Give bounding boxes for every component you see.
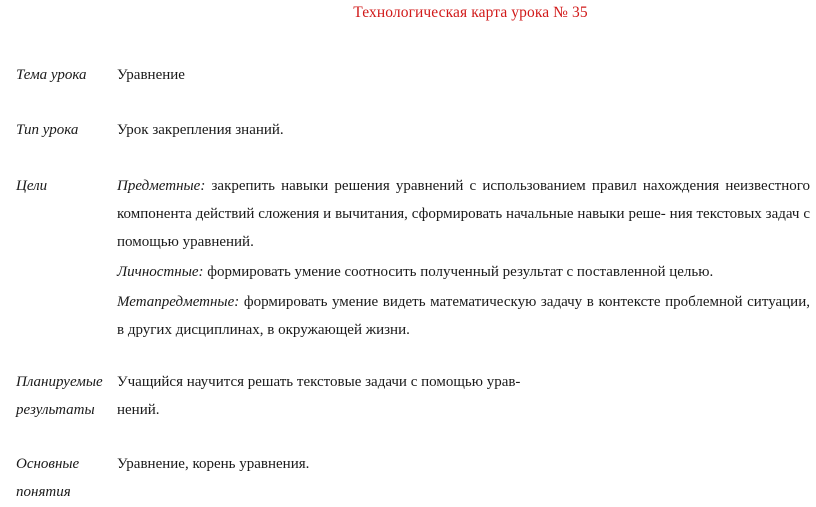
key-concepts-label	[16, 450, 116, 506]
key-concepts-value: Уравнение, корень уравнения.	[117, 456, 310, 472]
planned-results-value-line1: Учащийся научится решать текстовые задачи с помощью урав-	[117, 374, 521, 390]
planned-results-value	[117, 368, 810, 424]
goals-meta-text: формировать умение видеть математическую задачу в контексте проблемной ситуации, в других дисциплинах, в окружающей жизни.	[117, 294, 810, 338]
goals-meta-paragraph	[117, 288, 810, 344]
goals-subject-paragraph	[117, 172, 810, 256]
goals-subject-text: закрепить навыки решения уравнений с использованием правил нахождения неизвестного компонента действий сложения и вычитания, сформировать начальные навыки реше- ния текстовых задач с помощью уравнений.	[117, 178, 810, 250]
key-concepts-label-line2: понятия	[16, 484, 71, 500]
planned-results-label-line2: результаты	[16, 402, 95, 418]
planned-results-value-line2: нений.	[117, 402, 160, 418]
goals-meta-label: Метапредметные:	[117, 294, 240, 310]
planned-results-label-line1: Планируемые	[16, 374, 103, 390]
goals-label: Цели	[16, 178, 48, 194]
key-concepts-label-line1: Основные	[16, 456, 80, 472]
lesson-type-label: Тип урока	[16, 122, 79, 138]
goals-personal-label: Личностные:	[117, 264, 204, 280]
lesson-type-value: Урок закрепления знаний.	[117, 122, 284, 138]
document-title: Технологическая карта урока № 35	[353, 4, 588, 21]
goals-personal-paragraph	[117, 258, 810, 286]
topic-value: Уравнение	[117, 67, 185, 83]
goals-personal-text: формировать умение соотносить полученный результат с поставленной целью.	[207, 264, 714, 280]
topic-label: Тема урока	[16, 67, 87, 83]
goals-value	[117, 172, 810, 344]
planned-results-label	[16, 368, 116, 424]
goals-subject-label: Предметные:	[117, 178, 206, 194]
